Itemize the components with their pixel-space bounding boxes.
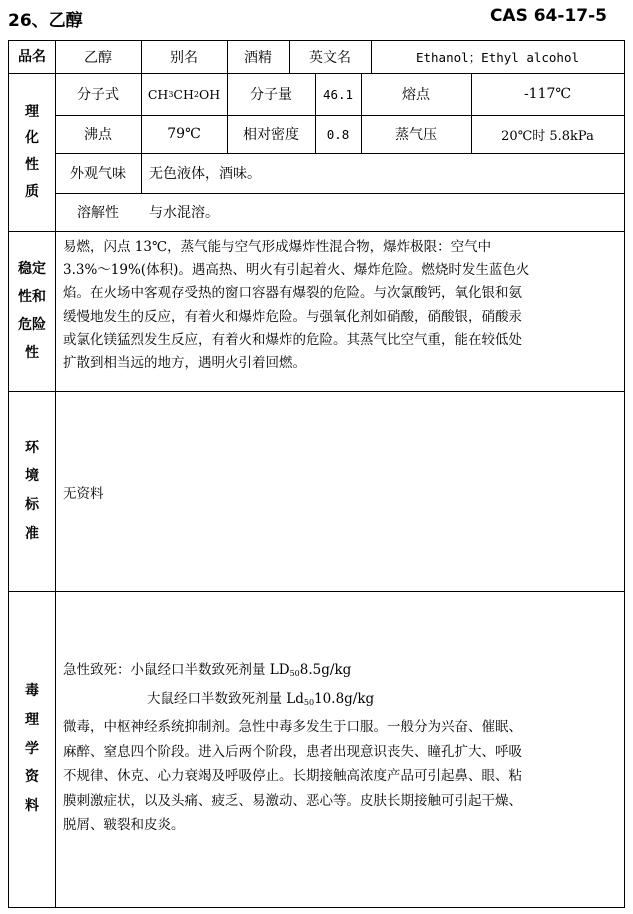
page-title: 26、乙醇: [8, 11, 83, 31]
alias-label: 别名: [170, 50, 198, 66]
melting-point-value: -117℃: [523, 86, 572, 102]
section-char: 标: [25, 497, 39, 513]
section-char: 理: [25, 103, 39, 120]
vapor-pressure-label: 蒸气压: [395, 127, 437, 143]
relative-density-value: 0.8: [326, 126, 350, 142]
section-char: 环: [25, 439, 39, 456]
name-label: 品名: [18, 48, 46, 65]
text-line: 不规律、休克、心力衰竭及呼吸停止。长期接触高浓度产品可引起鼻、眼、粘: [63, 768, 522, 784]
section-toxicology: [9, 591, 55, 907]
formula-label: 分子式: [77, 87, 119, 103]
section-char: 化: [25, 130, 39, 147]
section-char: 资: [25, 769, 39, 786]
text-line: 3.3%～19%(体积)。遇高热、明火有引起着火、爆炸危险。燃烧时发生蓝色火: [63, 262, 530, 279]
molecular-weight-label: 分子量: [250, 87, 292, 103]
row-divider: [9, 231, 624, 232]
text-line: 膜刺激症状，以及头痛、疲乏、易激动、恶心等。皮肤长期接触可引起干燥、: [63, 792, 522, 809]
section-char: 性: [25, 157, 39, 173]
section-char: 质: [25, 183, 39, 200]
row-divider: [9, 591, 624, 592]
solubility-value: 与水混溶。: [149, 205, 219, 221]
stability-text: [63, 236, 621, 375]
boiling-point-label: 沸点: [84, 127, 112, 143]
english-name-value: Ethanol；Ethyl alcohol: [415, 50, 579, 65]
section-line: 危险: [18, 317, 46, 333]
relative-density-label: 相对密度: [243, 127, 299, 143]
row-divider: [9, 391, 624, 392]
section-line: 性和: [18, 289, 46, 305]
section-char: 准: [25, 525, 39, 542]
environment-value: 无资料: [63, 486, 104, 502]
section-stability-hazard: [9, 231, 55, 391]
solubility-label: 溶解性: [77, 205, 119, 221]
appearance-label: 外观气味: [70, 166, 126, 182]
text-line: 脱屑、皲裂和皮炎。: [63, 817, 185, 833]
cas-number: CAS 64-17-5: [489, 6, 607, 26]
formula-value: CH 3 CH 2 OH: [147, 86, 221, 102]
section-char: 料: [25, 798, 39, 815]
text-line: 扩散到相当远的地方，遇明火引着回燃。: [63, 355, 306, 372]
appearance-value: 无色液体，酒味。: [149, 166, 261, 182]
text-line: 或氯化镁猛烈发生反应，有着火和爆炸的危险。其蒸气比空气重，能在较低处: [63, 331, 522, 348]
english-name-label: 英文名: [309, 50, 351, 66]
section-char: 境: [25, 468, 39, 485]
section-char: 学: [25, 740, 39, 757]
section-environment: [9, 391, 55, 591]
text-line: 缓慢地发生的反应，有着火和爆炸危险。与强氧化剂如硝酸，硝酸银，硝酸汞: [63, 308, 522, 325]
alias-value: 酒精: [244, 50, 272, 66]
text-line: 微毒，中枢神经系统抑制剂。急性中毒多发生于口服。一般分为兴奋、催眠、: [63, 719, 522, 735]
section-char: 理: [25, 711, 39, 728]
molecular-weight-value: 46.1: [322, 86, 354, 102]
acute-lethality-line-2: 大鼠经口半数致死剂量 $Ld_{50}10.8g/kg$: [147, 690, 375, 707]
text-line: 易燃，闪点 13℃，蒸气能与空气形成爆炸性混合物，爆炸极限：空气中: [63, 239, 492, 255]
chemical-data-sheet: [8, 40, 625, 908]
section-line: 稳定: [18, 261, 46, 277]
section-physical-chemical: [9, 73, 55, 231]
toxicology-text: [63, 658, 621, 838]
melting-point-label: 熔点: [402, 87, 430, 103]
section-char: 毒: [25, 683, 39, 700]
name-value: 乙醇: [84, 50, 112, 66]
text-line: 焰。在火场中客观存受热的窗口容器有爆裂的危险。与次氯酸钙，氧化银和氨: [63, 285, 522, 302]
acute-lethality-line-1: 急性致死：小鼠经口半数致死剂量 $LD_{50}8.5g/kg$: [63, 662, 352, 678]
boiling-point-value: 79℃: [167, 126, 201, 142]
text-line: 麻醉、窒息四个阶段。进入后两个阶段，患者出现意识丧失、瞳孔扩大、呼吸: [63, 743, 522, 760]
vapor-pressure-value: 20℃时 5.8kPa: [501, 128, 594, 144]
section-line: 性: [25, 345, 39, 361]
